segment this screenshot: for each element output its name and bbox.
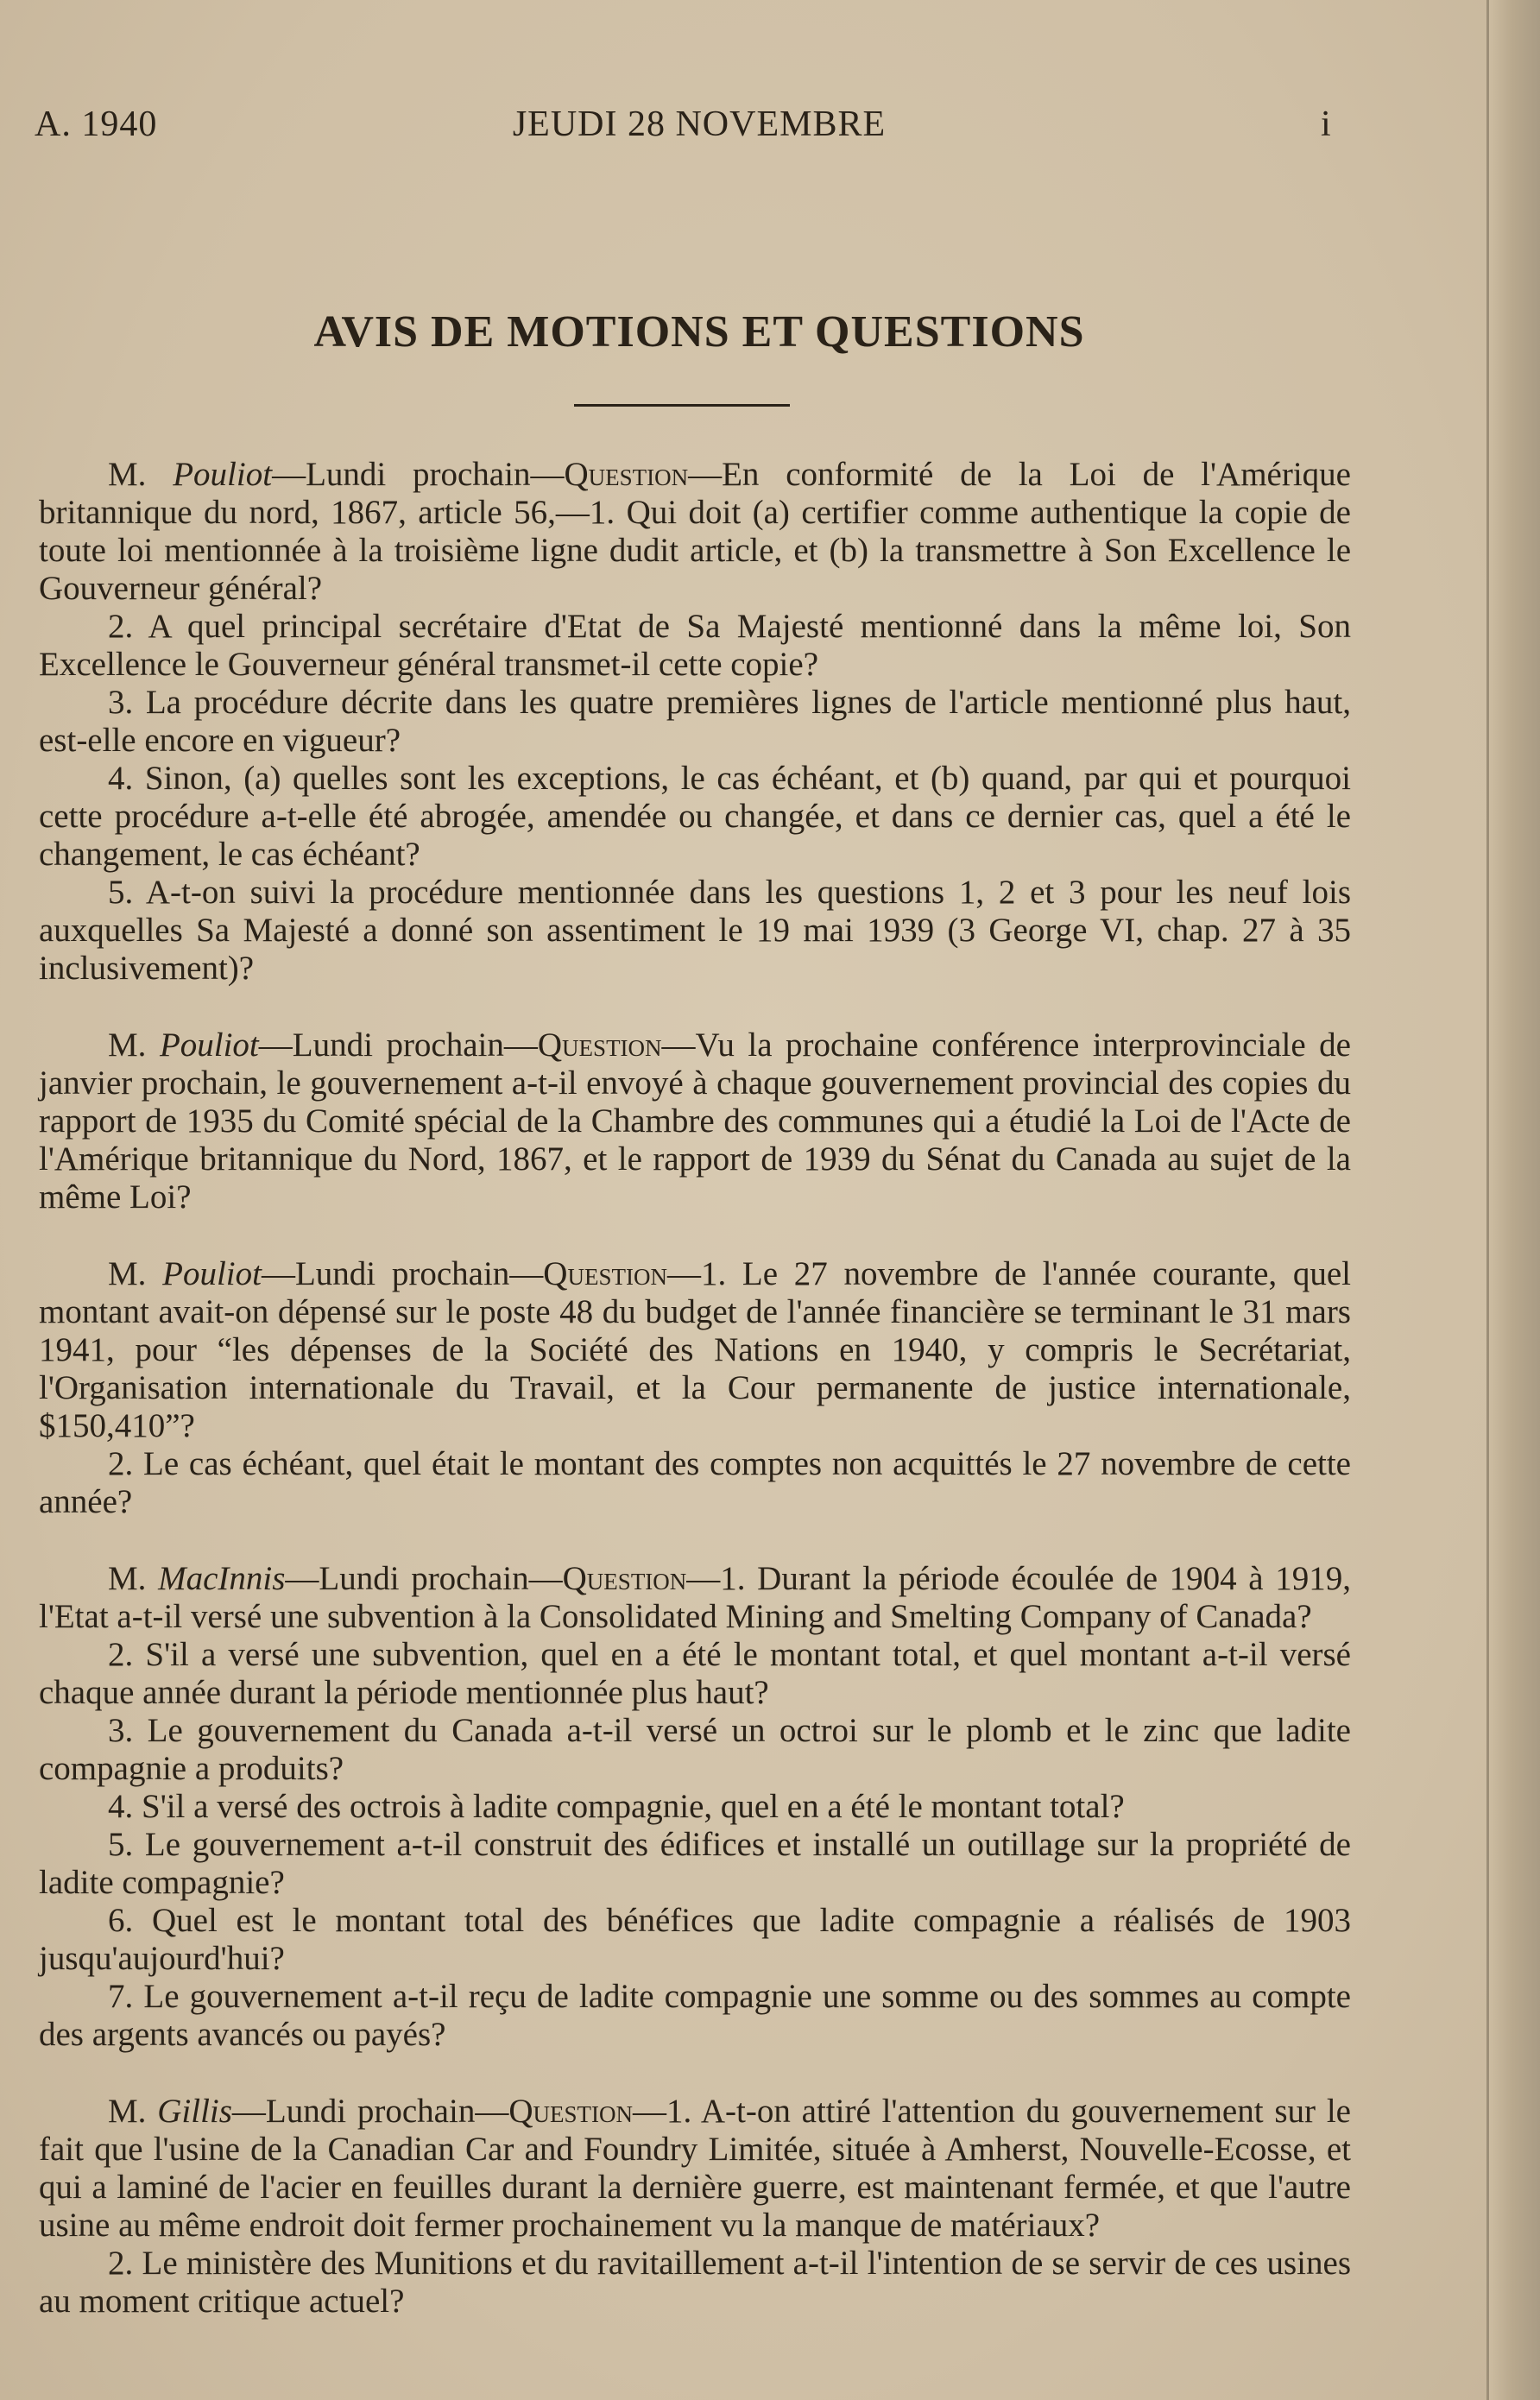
motion-lead: —Lundi prochain— [231, 2093, 509, 2130]
motion-paragraph: 2. Le ministère des Munitions et du ravitaillement a-t-il l'intention de se servir de ces usines au moment critique actuel? [39, 2245, 1351, 2320]
motion-text: —1. Durant la période écoulée de 1904 à 1919, l'Etat a-t-il versé une subvention à la Consolidated Mining and Smelting Company of Canada? [39, 1560, 1351, 1635]
motion-paragraph: 2. S'il a versé une subvention, quel en a été le montant total, et quel montant a-t-il versé chaque année durant la période mentionnée plus haut? [39, 1636, 1351, 1711]
motion-kind: Question [562, 1560, 687, 1597]
title-divider [574, 404, 790, 407]
motion-speaker: Pouliot [173, 456, 273, 493]
motion-speaker: MacInnis [158, 1560, 286, 1597]
motion-paragraph: 4. S'il a versé des octrois à ladite compagnie, quel en a été le montant total? [108, 1788, 1125, 1825]
motion-text: —En conformité de la Loi de l'Amérique britannique du nord, 1867, article 56,—1. Qui doit (a) certifier comme authentique la copie de toute loi mentionnée à la troisième ligne dudit article, et (b) la transmettre à Son Excellence le Gouverneur général? [39, 456, 1351, 607]
motion-speaker: Gillis [157, 2093, 232, 2130]
motion-paragraph: 4. Sinon, (a) quelles sont les exceptions, le cas échéant, et (b) quand, par qui et pourquoi cette procédure a-t-elle été abrogée, amendée ou changée, et dans ce dernier cas, quel a été le changement, le cas échéant? [39, 760, 1351, 873]
motion-paragraph: 5. A-t-on suivi la procédure mentionnée dans les questions 1, 2 et 3 pour les neuf lois auxquelles Sa Majesté a donné son assentiment le 19 mai 1939 (3 George VI, chap. 27 à 35 inclusivement)? [39, 874, 1351, 987]
motion-kind: Question [508, 2093, 633, 2130]
motion-kind: Question [543, 1255, 667, 1292]
header-session: A. 1940 [35, 104, 158, 144]
page-title: AVIS DE MOTIONS ET QUESTIONS [313, 307, 1085, 357]
motion-entry [39, 2093, 1351, 2321]
motion-first-paragraph [39, 2093, 1351, 2245]
motion-prefix: M. [108, 1560, 159, 1597]
header-page-number: i [1321, 104, 1332, 144]
motion-first-paragraph [39, 456, 1351, 608]
binding-line [1486, 0, 1489, 2400]
motion-paragraph: 3. La procédure décrite dans les quatre premières lignes de l'article mentionné plus haut, est-elle encore en vigueur? [39, 684, 1351, 759]
motion-speaker: Pouliot [159, 1026, 259, 1064]
motion-paragraph: 6. Quel est le montant total des bénéfices que ladite compagnie a réalisés de 1903 jusqu'aujourd'hui? [39, 1902, 1351, 1977]
motion-prefix: M. [108, 456, 174, 493]
motion-text: —Vu la prochaine conférence interprovinciale de janvier prochain, le gouvernement a-t-il envoyé à chaque gouvernement provincial des copies du rapport de 1935 du Comité spécial de la Chambre des communes qui a étudié la Loi de l'Acte de l'Amérique britannique du Nord, 1867, et le rapport de 1939 du Sénat du Canada au sujet de la même Loi? [39, 1026, 1351, 1216]
motion-prefix: M. [108, 1255, 163, 1292]
motion-paragraph: 7. Le gouvernement a-t-il reçu de ladite compagnie une somme ou des sommes au compte des argents avancés ou payés? [39, 1978, 1351, 2053]
motion-first-paragraph [39, 1255, 1351, 1445]
motion-first-paragraph [39, 1560, 1351, 1636]
page-edge-shadow [1488, 0, 1540, 2400]
motion-lead: —Lundi prochain— [272, 456, 565, 493]
motion-entry [39, 1255, 1351, 1521]
motion-lead: —Lundi prochain— [285, 1560, 563, 1597]
motion-text: —1. A-t-on attiré l'attention du gouvernement sur le fait que l'usine de la Canadian Car and Foundry Limitée, située à Amherst, Nouvelle-Ecosse, et qui a laminé de l'acier en feuilles durant la dernière guerre, est maintenant fermée, et que l'autre usine au même endroit doit fermer prochainement vu la manque de matériaux? [39, 2093, 1351, 2244]
motion-speaker: Pouliot [162, 1255, 262, 1292]
motions-list [39, 456, 1351, 2321]
motion-kind: Question [564, 456, 689, 493]
motion-entry [39, 1560, 1351, 2054]
motion-entry [39, 1026, 1351, 1216]
motion-paragraph: 2. A quel principal secrétaire d'Etat de Sa Majesté mentionné dans la même loi, Son Excellence le Gouverneur général transmet-il cette copie? [39, 608, 1351, 683]
motion-first-paragraph [39, 1026, 1351, 1216]
motion-lead: —Lundi prochain— [258, 1026, 538, 1064]
motion-prefix: M. [108, 1026, 160, 1064]
motion-kind: Question [537, 1026, 662, 1064]
motion-paragraph: 2. Le cas échéant, quel était le montant des comptes non acquittés le 27 novembre de cette année? [39, 1445, 1351, 1520]
motion-prefix: M. [108, 2093, 158, 2130]
motion-paragraph: 5. Le gouvernement a-t-il construit des édifices et installé un outillage sur la propriété de ladite compagnie? [39, 1826, 1351, 1901]
motion-lead: —Lundi prochain— [261, 1255, 544, 1292]
motion-text: —1. Le 27 novembre de l'année courante, quel montant avait-on dépensé sur le poste 48 du budget de l'année financière se terminant le 31 mars 1941, pour “les dépenses de la Société des Nations en 1940, y compris le Secrétariat, l'Organisation internationale du Travail, et la Cour permanente de justice internationale, $150,410”? [39, 1255, 1351, 1444]
motion-paragraph: 3. Le gouvernement du Canada a-t-il versé un octroi sur le plomb et le zinc que ladite compagnie a produits? [39, 1712, 1351, 1787]
motion-entry [39, 456, 1351, 988]
header-date: JEUDI 28 NOVEMBRE [512, 104, 887, 144]
